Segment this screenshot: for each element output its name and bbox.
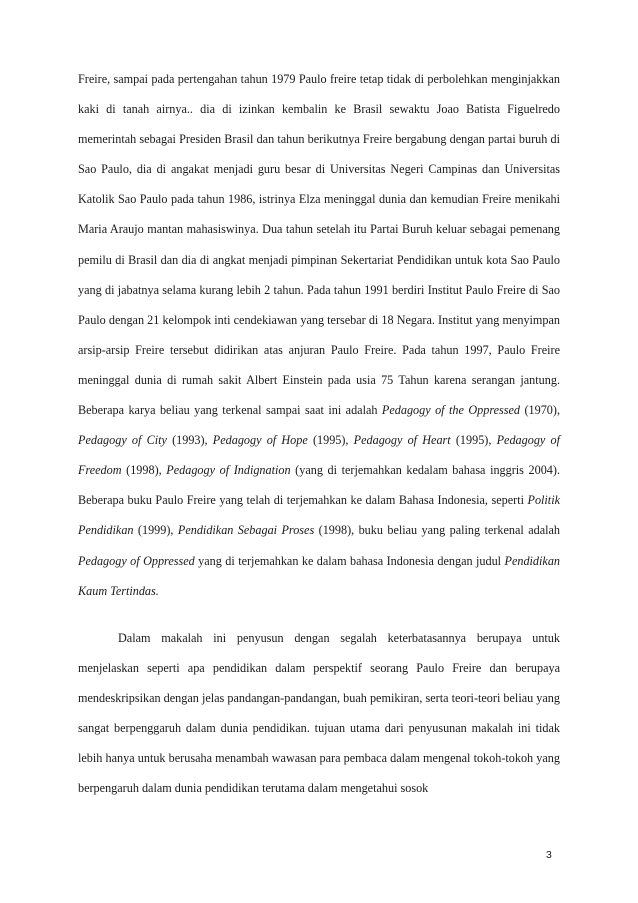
italic-title-run: Pendidikan Kaum Tertindas. [78, 553, 561, 598]
paragraph-2: Dalam makalah ini penyusun dengan segalah keterbatasannya berupaya untuk menjelaskan seperti apa pendidikan dalam perspektif seorang Paulo Freire dan berupaya mendeskripsikan dengan jelas pandangan-pandangan, buah pemikiran, serta teori-teori beliau yang sangat berpenggaruh dalam dunia pendidikan. tujuan utama dari penyusunan makalah ini tidak lebih hanya untuk berusaha menambah wawasan para pembaca dalam mengenal tokoh-tokoh yang berpengaruh dalam dunia pendidikan terutama dalam mengetahui sosok [78, 630, 560, 796]
italic-title-run: Pedagogy of Oppressed [78, 553, 195, 568]
text-run: (1998), [121, 463, 167, 478]
text-run: (yang di terjemahkan kedalam bahasa inggris 2004). Beberapa buku Paulo Freire yang telah di terjemahkan ke dalam Bahasa Indonesia, seperti [78, 463, 560, 508]
italic-title-run: Pedagogy of Indignation [166, 463, 291, 478]
text-run: (1995), [307, 433, 354, 448]
text-run: (1993), [166, 433, 213, 448]
text-run: yang di terjemahkan ke dalam bahasa Indonesia dengan judul [194, 553, 505, 568]
text-run: (1999), [133, 523, 178, 538]
italic-title-run: Pedagogy of Hope [212, 433, 308, 448]
italic-title-run: Pedagogy of Freedom [78, 433, 560, 478]
text-run: (1998), buku beliau yang paling terkenal adalah [314, 523, 560, 538]
text-run: (1995), [450, 433, 497, 448]
italic-title-run: Pendidikan Sebagai Proses [177, 523, 315, 538]
paragraph-1 [78, 64, 560, 606]
italic-title-run: Pedagogy of Heart [353, 433, 451, 448]
italic-title-run: Pedagogy of City [78, 433, 167, 448]
body-text [78, 64, 560, 803]
italic-title-run: Pedagogy of the Oppressed [381, 403, 521, 418]
text-run: (1970), [520, 403, 560, 418]
page-number: 3 [546, 849, 552, 861]
italic-title-run: Politik Pendidikan [78, 493, 560, 538]
text-run: Freire, sampai pada pertengahan tahun 1979 Paulo freire tetap tidak di perbolehkan menginjakkan kaki di tanah airnya.. dia di izinkan kembalin ke Brasil sewaktu Joao Batista Figuelredo memerintah sebagai Presiden Brasil dan tahun berikutnya Freire bergabung dengan partai buruh di Sao Paulo, dia di angakat menjadi guru besar di Universitas Negeri Campinas dan Universitas Katolik Sao Paulo pada tahun 1986, istrinya Elza meninggal dunia dan kemudian Freire menikahi Maria Araujo mantan mahasiswinya. Dua tahun setelah itu Partai Buruh keluar sebagai pemenang pemilu di Brasil dan dia di angkat menjadi pimpinan Sekertariat Pendidikan untuk kota Sao Paulo yang di jabatnya selama kurang lebih 2 tahun. Pada tahun 1991 berdiri Institut Paulo Freire di Sao Paulo dengan 21 kelompok inti cendekiawan yang tersebar di 18 Negara. Institut yang menyimpan arsip-arsip Freire tersebut didirikan atas anjuran Paulo Freire. Pada tahun 1997, Paulo Freire meninggal dunia di rumah sakit Albert Einstein pada usia 75 Tahun karena serangan jantung. Beberapa karya beliau yang terkenal sampai saat ini adalah [78, 72, 560, 418]
